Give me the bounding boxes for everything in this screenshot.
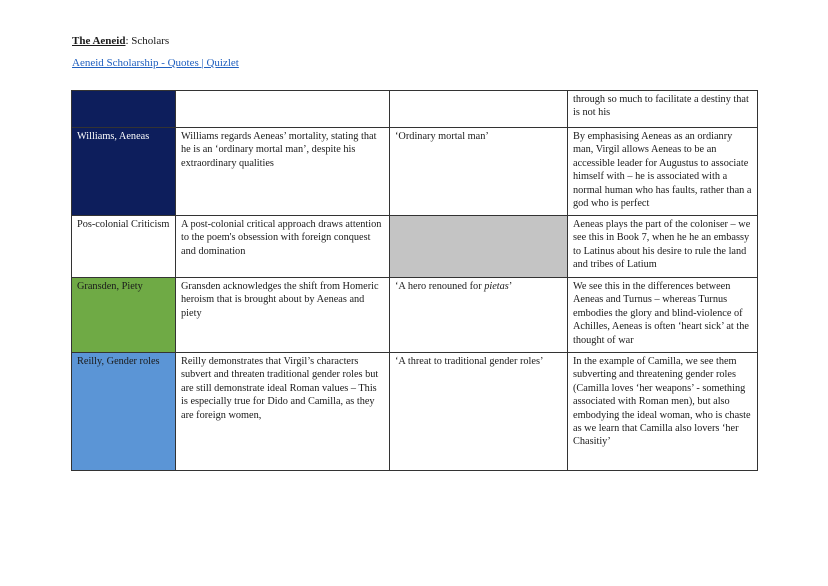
quote-cell bbox=[390, 91, 568, 128]
analysis-cell: through so much to facilitate a destiny that is not his bbox=[568, 91, 758, 128]
quote-text: ‘A hero renouned for bbox=[395, 281, 485, 292]
analysis-cell: In the example of Camilla, we see them subverting and threatening gender roles (Camilla loves ‘her weapons’ - something associated with Roman men), but also embodying the ideal woman, who is chaste as we learn that Camilla also lovers ‘her Chasitiy’ bbox=[568, 353, 758, 471]
summary-cell: A post-colonial critical approach draws attention to the poem's obsession with foreign conquest and domination bbox=[176, 216, 390, 278]
scholar-cell: Gransden, Piety bbox=[72, 278, 176, 353]
summary-cell: Gransden acknowledges the shift from Homeric heroism that is brought about by Aeneas and piety bbox=[176, 278, 390, 353]
quizlet-link[interactable]: Aeneid Scholarship - Quotes | Quizlet bbox=[72, 57, 239, 69]
scholar-cell: Williams, Aeneas bbox=[72, 128, 176, 216]
quote-cell bbox=[390, 278, 568, 353]
table-row bbox=[72, 216, 758, 278]
quote-italic-text: pietas bbox=[484, 281, 509, 292]
scholars-table bbox=[71, 90, 758, 471]
quote-cell: ‘A threat to traditional gender roles’ bbox=[390, 353, 568, 471]
table-row bbox=[72, 278, 758, 353]
table-row bbox=[72, 128, 758, 216]
table-row bbox=[72, 91, 758, 128]
document-heading bbox=[72, 35, 169, 47]
summary-cell bbox=[176, 91, 390, 128]
heading-title: The Aeneid bbox=[72, 35, 126, 47]
quote-cell bbox=[390, 216, 568, 278]
analysis-cell: We see this in the differences between Aeneas and Turnus – whereas Turnus embodies the glory and blind-violence of Achilles, Aeneas is often ‘heart sick’ at the thought of war bbox=[568, 278, 758, 353]
analysis-cell: By emphasising Aeneas as an ordianry man, Virgil allows Aeneas to be an accessible leader for Augustus to associate himself with – he is associated with a normal human who has faults, rather than a god who is perfect bbox=[568, 128, 758, 216]
summary-cell: Williams regards Aeneas’ mortality, stating that he is an ‘ordinary mortal man’, despite his extraordinary qualities bbox=[176, 128, 390, 216]
scholar-cell: Pos-colonial Criticism bbox=[72, 216, 176, 278]
scholar-cell: Reilly, Gender roles bbox=[72, 353, 176, 471]
quote-cell: ‘Ordinary mortal man’ bbox=[390, 128, 568, 216]
analysis-cell: Aeneas plays the part of the coloniser – we see this in Book 7, when he he an embassy to Latinus about his desire to rule the land and tribes of Latium bbox=[568, 216, 758, 278]
summary-cell: Reilly demonstrates that Virgil’s characters subvert and threaten traditional gender roles but are still demonstrate ideal Roman values – This is especially true for Dido and Camilla, as they are foreign women, bbox=[176, 353, 390, 471]
scholar-cell bbox=[72, 91, 176, 128]
table-row bbox=[72, 353, 758, 471]
quote-close: ’ bbox=[508, 281, 513, 292]
heading-subtitle: : Scholars bbox=[125, 35, 170, 47]
